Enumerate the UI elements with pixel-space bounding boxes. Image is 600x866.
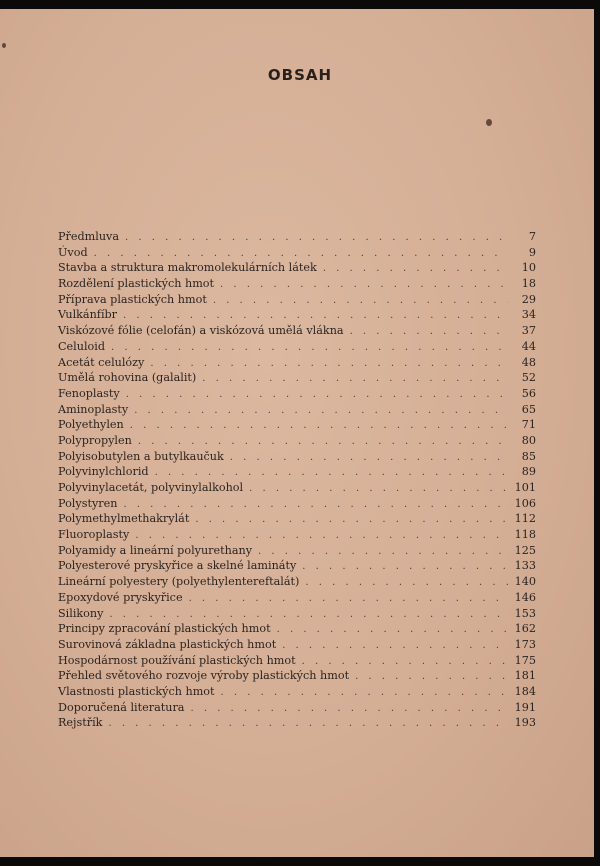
toc-entry [58, 684, 536, 700]
toc-entry-label: Polystyren [58, 496, 118, 510]
dot-leader [350, 324, 508, 340]
toc-entry-page: 106 [514, 496, 536, 510]
toc-entry-page: 65 [521, 402, 536, 416]
toc-entry-page: 191 [514, 700, 536, 714]
dot-leader [282, 638, 508, 654]
toc-entry-label: Předmluva [58, 230, 120, 243]
toc-entry-label: Polyethylen [58, 418, 124, 432]
toc-entry [58, 543, 536, 559]
toc-entry-label: Lineární polyestery (polyethylentereftalát) [58, 575, 300, 589]
toc-entry-label: Vlastnosti plastických hmot [58, 684, 215, 698]
toc-entry [58, 606, 536, 622]
toc-entry [58, 402, 536, 418]
toc-entry-page: 125 [514, 543, 536, 557]
toc-entry [58, 229, 536, 245]
toc-entry [58, 307, 536, 323]
dot-leader [305, 575, 508, 591]
toc-entry-page: 34 [521, 308, 536, 322]
toc-entry [58, 480, 536, 496]
dot-leader [258, 544, 508, 560]
dot-leader [138, 434, 508, 450]
dot-leader [355, 669, 508, 685]
toc-entry-page: 37 [521, 324, 536, 338]
toc-entry [58, 386, 536, 402]
toc-entry [58, 260, 536, 276]
toc-entry-page: 80 [521, 433, 536, 447]
toc-entry-label: Umělá rohovina (galalit) [58, 371, 197, 385]
toc-entry-page: 52 [521, 371, 536, 385]
toc-entry-page: 193 [514, 716, 536, 730]
dot-leader [125, 230, 508, 246]
toc-entry-page: 9 [528, 245, 536, 259]
dot-leader [202, 371, 508, 387]
toc-entry [58, 464, 536, 480]
toc-entry [58, 621, 536, 637]
toc-entry-label: Doporučená literatura [58, 700, 185, 714]
toc-entry-label: Fenoplasty [58, 386, 120, 400]
toc-entry-page: 101 [514, 481, 536, 494]
toc-entry-label: Polypropylen [58, 433, 132, 447]
toc-entry-label: Silikony [58, 606, 104, 620]
toc-entry [58, 355, 536, 371]
page-title: OBSAH [267, 66, 333, 84]
toc-entry [58, 496, 536, 512]
toc-entry-page: 140 [514, 575, 536, 589]
toc-entry-label: Rejstřík [58, 716, 103, 730]
table-of-contents [58, 229, 536, 731]
toc-entry-label: Stavba a struktura makromolekulárních látek [58, 261, 317, 275]
dot-leader [249, 481, 508, 497]
toc-entry [58, 527, 536, 543]
dot-leader [135, 528, 508, 544]
dot-leader [195, 512, 508, 528]
toc-entry [58, 511, 536, 527]
dot-leader [150, 356, 508, 372]
toc-entry-label: Polyamidy a lineární polyurethany [58, 543, 253, 557]
dot-leader [123, 308, 508, 324]
toc-entry-page: 153 [514, 606, 536, 620]
toc-entry [58, 449, 536, 465]
toc-entry-label: Rozdělení plastických hmot [58, 277, 215, 291]
dot-leader [302, 559, 508, 575]
toc-entry-page: 173 [514, 637, 536, 651]
toc-entry [58, 590, 536, 606]
dot-leader [190, 701, 508, 717]
dot-leader [189, 591, 508, 607]
toc-entry-page: 146 [514, 590, 536, 604]
dot-leader [123, 497, 508, 513]
toc-entry [58, 292, 536, 308]
toc-entry [58, 574, 536, 590]
toc-entry-label: Viskózové fólie (celofán) a viskózová umělá vlákna [58, 324, 344, 338]
toc-entry [58, 637, 536, 653]
toc-entry [58, 370, 536, 386]
dot-leader [109, 607, 508, 623]
dot-leader [220, 277, 508, 293]
toc-entry-label: Polyisobutylen a butylkaučuk [58, 449, 224, 463]
toc-entry-page: 162 [514, 622, 536, 636]
toc-entry-label: Surovinová základna plastických hmot [58, 637, 277, 651]
toc-entry-label: Aminoplasty [58, 402, 129, 416]
paper-stain [486, 119, 492, 126]
toc-entry [58, 653, 536, 669]
toc-entry-page: 71 [521, 418, 536, 432]
toc-entry-page: 112 [514, 512, 536, 526]
toc-entry-page: 29 [521, 292, 536, 306]
toc-entry-label: Polyvinylchlorid [58, 465, 149, 479]
toc-entry-page: 56 [521, 386, 536, 400]
dot-leader [126, 387, 508, 403]
toc-entry-page: 7 [528, 230, 536, 243]
toc-entry-label: Úvod [58, 245, 88, 259]
toc-entry [58, 245, 536, 261]
toc-entry [58, 276, 536, 292]
toc-entry-label: Principy zpracování plastických hmot [58, 622, 271, 636]
toc-entry-page: 175 [514, 653, 536, 667]
dot-leader [323, 261, 508, 277]
toc-entry-label: Fluoroplasty [58, 528, 130, 542]
toc-entry-label: Vulkánfíbr [58, 308, 118, 322]
toc-entry-label: Acetát celulózy [58, 355, 145, 369]
paper-stain [2, 43, 6, 48]
toc-entry-label: Hospodárnost používání plastických hmot [58, 653, 296, 667]
toc-entry-page: 89 [521, 465, 536, 479]
toc-entry-page: 44 [521, 339, 536, 353]
toc-entry [58, 700, 536, 716]
toc-entry [58, 417, 536, 433]
toc-entry-page: 118 [514, 528, 536, 542]
toc-entry-label: Přehled světového rozvoje výroby plastických hmot [58, 669, 350, 683]
toc-entry-label: Epoxydové pryskyřice [58, 590, 183, 604]
toc-entry-page: 181 [514, 669, 536, 683]
toc-entry-label: Celuloid [58, 339, 106, 353]
toc-entry-label: Polyesterové pryskyřice a skelné lamináty [58, 559, 297, 573]
toc-entry-page: 10 [521, 261, 536, 275]
toc-entry-label: Polyvinylacetát, polyvinylalkohol [58, 481, 244, 494]
dot-leader [108, 716, 508, 732]
dot-leader [213, 293, 508, 309]
dot-leader [221, 685, 508, 701]
dot-leader [302, 654, 508, 670]
toc-entry [58, 339, 536, 355]
toc-entry-page: 184 [514, 684, 536, 698]
toc-entry [58, 558, 536, 574]
toc-entry-label: Polymethylmethakrylát [58, 512, 190, 526]
dot-leader [130, 418, 508, 434]
dot-leader [134, 403, 508, 419]
dot-leader [277, 622, 508, 638]
toc-entry [58, 433, 536, 449]
dot-leader [111, 340, 508, 356]
toc-entry [58, 715, 536, 731]
toc-entry-page: 18 [521, 277, 536, 291]
dot-leader [94, 246, 508, 262]
dot-leader [230, 450, 508, 466]
toc-entry-page: 133 [514, 559, 536, 573]
toc-entry [58, 668, 536, 684]
toc-entry-page: 48 [521, 355, 536, 369]
toc-entry-page: 85 [521, 449, 536, 463]
toc-entry-label: Příprava plastických hmot [58, 292, 207, 306]
toc-entry [58, 323, 536, 339]
dot-leader [155, 465, 508, 481]
